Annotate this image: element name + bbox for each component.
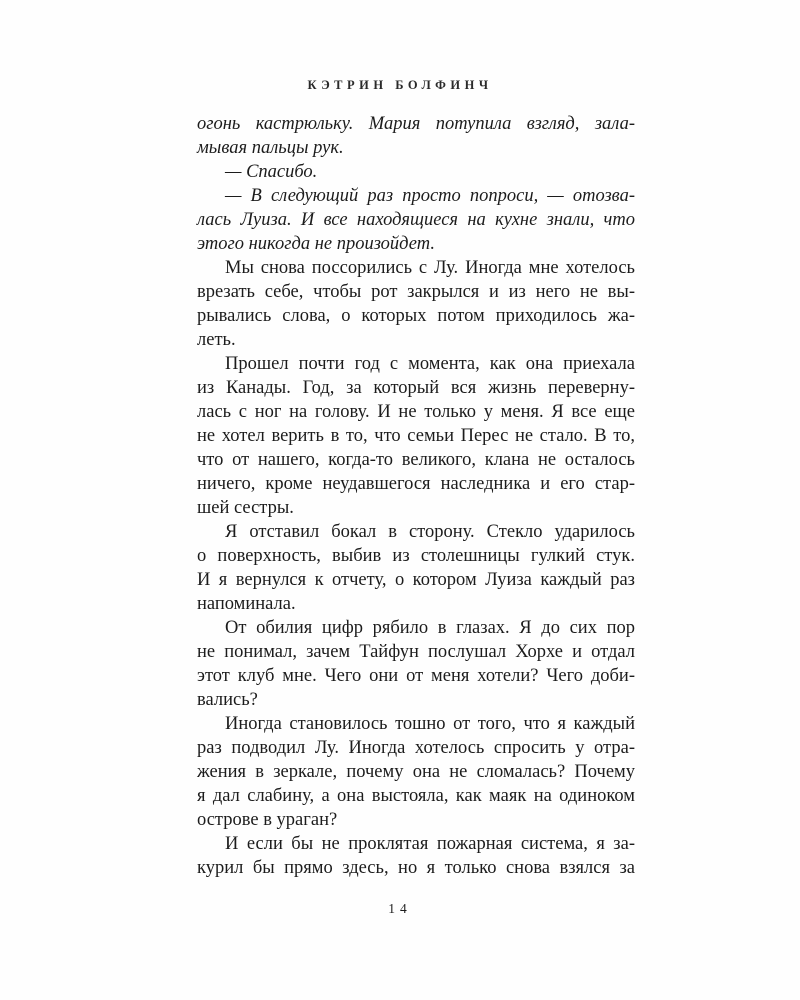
text-line: Прошел почти год с момента, как она приехала — [225, 354, 635, 374]
page-body — [197, 112, 635, 880]
text-line: Мы снова поссорились с Лу. Иногда мне хотелось — [225, 258, 635, 278]
text-line: врезать себе, чтобы рот закрылся и из него не вы- — [197, 282, 635, 302]
text-line: мывая пальцы рук. — [197, 138, 344, 158]
text-line: курил бы прямо здесь, но я только снова взялся за — [197, 858, 635, 878]
text-line: о поверхность, выбив из столешницы гулкий стук. — [197, 546, 635, 566]
text-line: что от нашего, когда-то великого, клана не осталось — [197, 450, 635, 470]
text-line: леть. — [197, 330, 236, 350]
text-line: — Спасибо. — [225, 162, 318, 182]
text-line: — В следующий раз просто попроси, — отозва- — [225, 186, 635, 206]
text-line: огонь кастрюльку. Мария потупила взгляд, зала- — [197, 114, 635, 134]
text-line: Иногда становилось тошно от того, что я каждый — [225, 714, 635, 734]
text-line: вались? — [197, 690, 258, 710]
text-line: И я вернулся к отчету, о котором Луиза каждый раз — [197, 570, 635, 590]
text-line: я дал слабину, а она выстояла, как маяк на одиноком — [197, 786, 635, 806]
paragraph — [197, 184, 635, 256]
running-header: КЭТРИН БОЛФИНЧ — [307, 78, 493, 92]
text-line: лась с ног на голову. И не только у меня. Я все еще — [197, 402, 635, 422]
paragraph — [197, 712, 635, 832]
text-line: рывались слова, о которых потом приходилось жа- — [197, 306, 635, 326]
text-line: не понимал, зачем Тайфун послушал Хорхе и отдал — [197, 642, 635, 662]
text-line: От обилия цифр рябило в глазах. Я до сих пор — [225, 618, 635, 638]
paragraph — [197, 112, 635, 160]
text-line: шей сестры. — [197, 498, 294, 518]
text-line: Я отставил бокал в сторону. Стекло ударилось — [225, 522, 635, 542]
page-number: 14 — [388, 901, 412, 916]
text-line: раз подводил Лу. Иногда хотелось спросить у отра- — [197, 738, 635, 758]
paragraph — [197, 520, 635, 616]
text-line: из Канады. Год, за который вся жизнь переверну- — [197, 378, 635, 398]
paragraph — [197, 616, 635, 712]
paragraph — [197, 160, 635, 184]
paragraph — [197, 256, 635, 352]
text-line: острове в ураган? — [197, 810, 338, 830]
text-line: ничего, кроме неудавшегося наследника и его стар- — [197, 474, 635, 494]
text-line: напоминала. — [197, 594, 296, 614]
text-line: не хотел верить в то, что семьи Перес не стало. В то, — [197, 426, 635, 446]
text-line: И если бы не проклятая пожарная система, я за- — [225, 834, 635, 854]
paragraph — [197, 832, 635, 880]
paragraph — [197, 352, 635, 520]
text-line: жения в зеркале, почему она не сломалась? Почему — [197, 762, 635, 782]
text-line: этот клуб мне. Чего они от меня хотели? Чего доби- — [197, 666, 635, 686]
text-line: лась Луиза. И все находящиеся на кухне знали, что — [197, 210, 635, 230]
text-line: этого никогда не произойдет. — [197, 234, 435, 254]
